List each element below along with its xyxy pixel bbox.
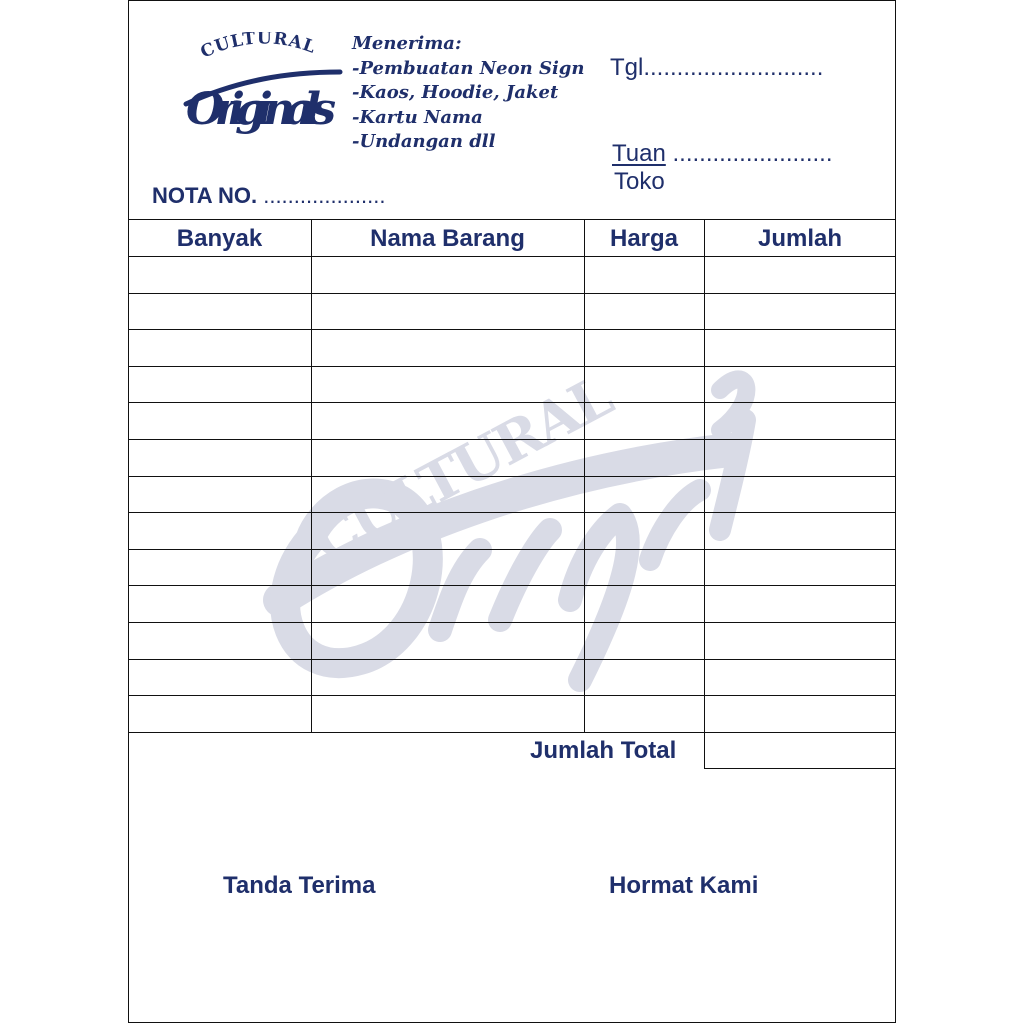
row-line (128, 402, 896, 403)
column-line (584, 219, 585, 732)
row-line (128, 585, 896, 586)
invoice-number-dots: .................... (257, 183, 386, 208)
header-harga: Harga (609, 225, 679, 252)
customer-label: Tuan (612, 140, 666, 167)
header-bottom-line (128, 256, 896, 257)
signature-sender: Hormat Kami (609, 872, 759, 899)
column-line (704, 219, 705, 732)
row-line (128, 549, 896, 550)
total-label: Jumlah Total (530, 737, 677, 764)
logo-script-text: Originals (186, 84, 336, 135)
row-line (128, 329, 896, 330)
row-line (128, 512, 896, 513)
date-field[interactable]: Tgl........................... (610, 54, 824, 81)
svg-text:CULTURAL (198, 32, 319, 63)
total-value-cell[interactable] (704, 731, 896, 768)
service-item: -Pembuatan Neon Sign (352, 57, 585, 79)
service-item: -Undangan dll (352, 131, 496, 152)
header-banyak: Banyak (176, 225, 263, 252)
customer-field[interactable] (612, 140, 833, 168)
row-line (128, 659, 896, 660)
row-line (128, 476, 896, 477)
row-line (128, 366, 896, 367)
services-heading: Menerima: (352, 33, 462, 54)
column-line (311, 219, 312, 732)
total-box-bottom-line (704, 768, 896, 769)
service-item: -Kaos, Hoodie, Jaket (352, 82, 559, 103)
invoice-number-label: NOTA NO. (152, 183, 258, 208)
brand-logo (178, 32, 346, 140)
shop-label: Toko (614, 168, 665, 195)
svg-text:CULTURAL: CULTURAL (301, 362, 624, 576)
row-line (128, 293, 896, 294)
services-list (352, 32, 584, 155)
table-top-line (128, 219, 896, 220)
customer-dots: ........................ (665, 140, 833, 167)
row-line (128, 622, 896, 623)
header-nama-barang: Nama Barang (370, 225, 525, 252)
row-line (128, 695, 896, 696)
row-line (128, 439, 896, 440)
signature-receiver: Tanda Terima (223, 872, 376, 899)
header-jumlah: Jumlah (757, 225, 843, 252)
logo-top-text: CULTURAL (197, 32, 319, 63)
invoice-number-field[interactable] (152, 183, 385, 209)
service-item: -Kartu Nama (352, 106, 483, 128)
